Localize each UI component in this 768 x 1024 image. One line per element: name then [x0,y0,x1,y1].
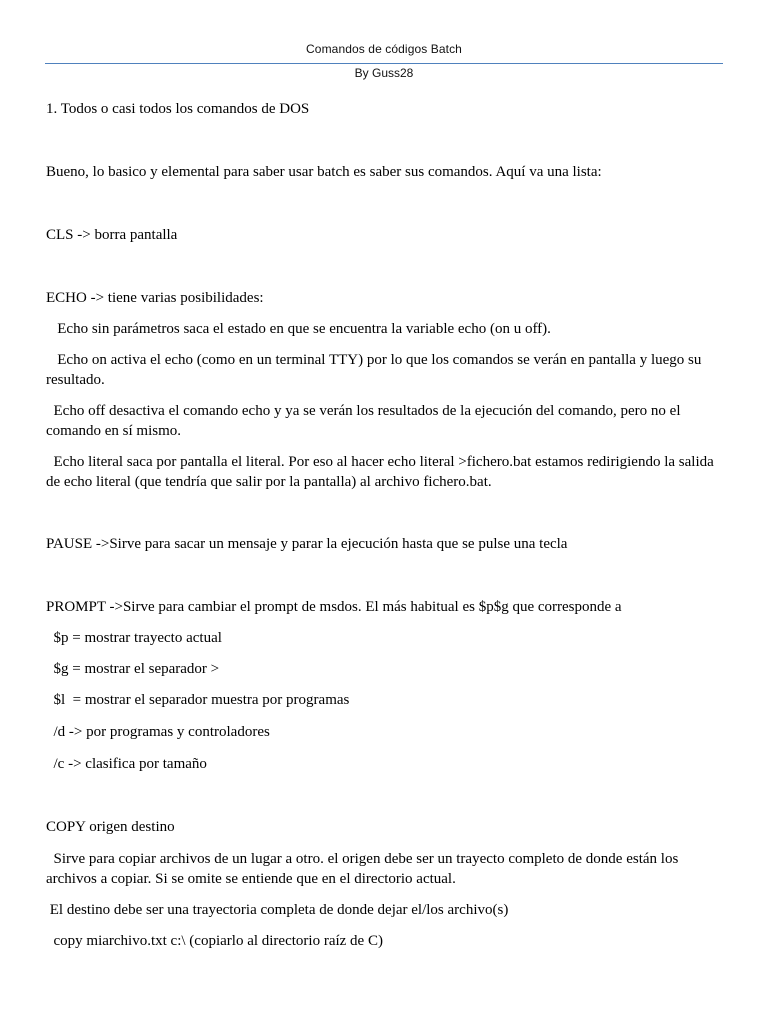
copy-destination-paragraph: El destino debe ser una trayectoria completa de donde dejar el/los archivo(s) [46,902,509,918]
echo-on-paragraph: Echo on activa el echo (como en un terminal TTY) por lo que los comandos se verán en pantalla y luego su resultado. [46,352,706,388]
copy-example-paragraph: copy miarchivo.txt c:\ (copiarlo al directorio raíz de C) [46,933,383,949]
intro-paragraph: Bueno, lo basico y elemental para saber usar batch es saber sus comandos. Aquí va una lista: [46,164,602,180]
document-header-title: Comandos de códigos Batch [306,42,462,56]
echo-literal-paragraph: Echo literal saca por pantalla el literal. Por eso al hacer echo literal >fichero.bat estamos redirigiendo la salida de echo literal (que tendría que salir por la pantalla) al archivo fichero.bat. [46,454,718,490]
pause-command-paragraph: PAUSE ->Sirve para sacar un mensaje y parar la ejecución hasta que se pulse una tecla [46,536,568,552]
copy-description-paragraph: Sirve para copiar archivos de un lugar a otro. el origen debe ser un trayecto completo de donde están los archivos a copiar. Si se omite se entiende que en el directorio actual. [46,851,683,887]
prompt-option-l: $l = mostrar el separador muestra por programas [46,692,350,708]
prompt-option-g: $g = mostrar el separador > [46,661,220,677]
echo-no-params-paragraph: Echo sin parámetros saca el estado en que se encuentra la variable echo (on u off). [46,321,551,337]
option-c: /c -> clasifica por tamaño [46,756,207,772]
echo-off-paragraph: Echo off desactiva el comando echo y ya se verán los resultados de la ejecución del comando, pero no el comando en sí mismo. [46,403,685,439]
option-d: /d -> por programas y controladores [46,724,270,740]
section-heading: 1. Todos o casi todos los comandos de DOS [46,101,310,117]
cls-command-paragraph: CLS -> borra pantalla [46,227,178,243]
prompt-command-paragraph: PROMPT ->Sirve para cambiar el prompt de msdos. El más habitual es $p$g que corresponde a [46,599,622,615]
header-divider [45,63,723,64]
document-header-author: By Guss28 [354,66,414,80]
prompt-option-p: $p = mostrar trayecto actual [46,630,222,646]
echo-command-paragraph: ECHO -> tiene varias posibilidades: [46,290,264,306]
copy-command-paragraph: COPY origen destino [46,819,175,835]
